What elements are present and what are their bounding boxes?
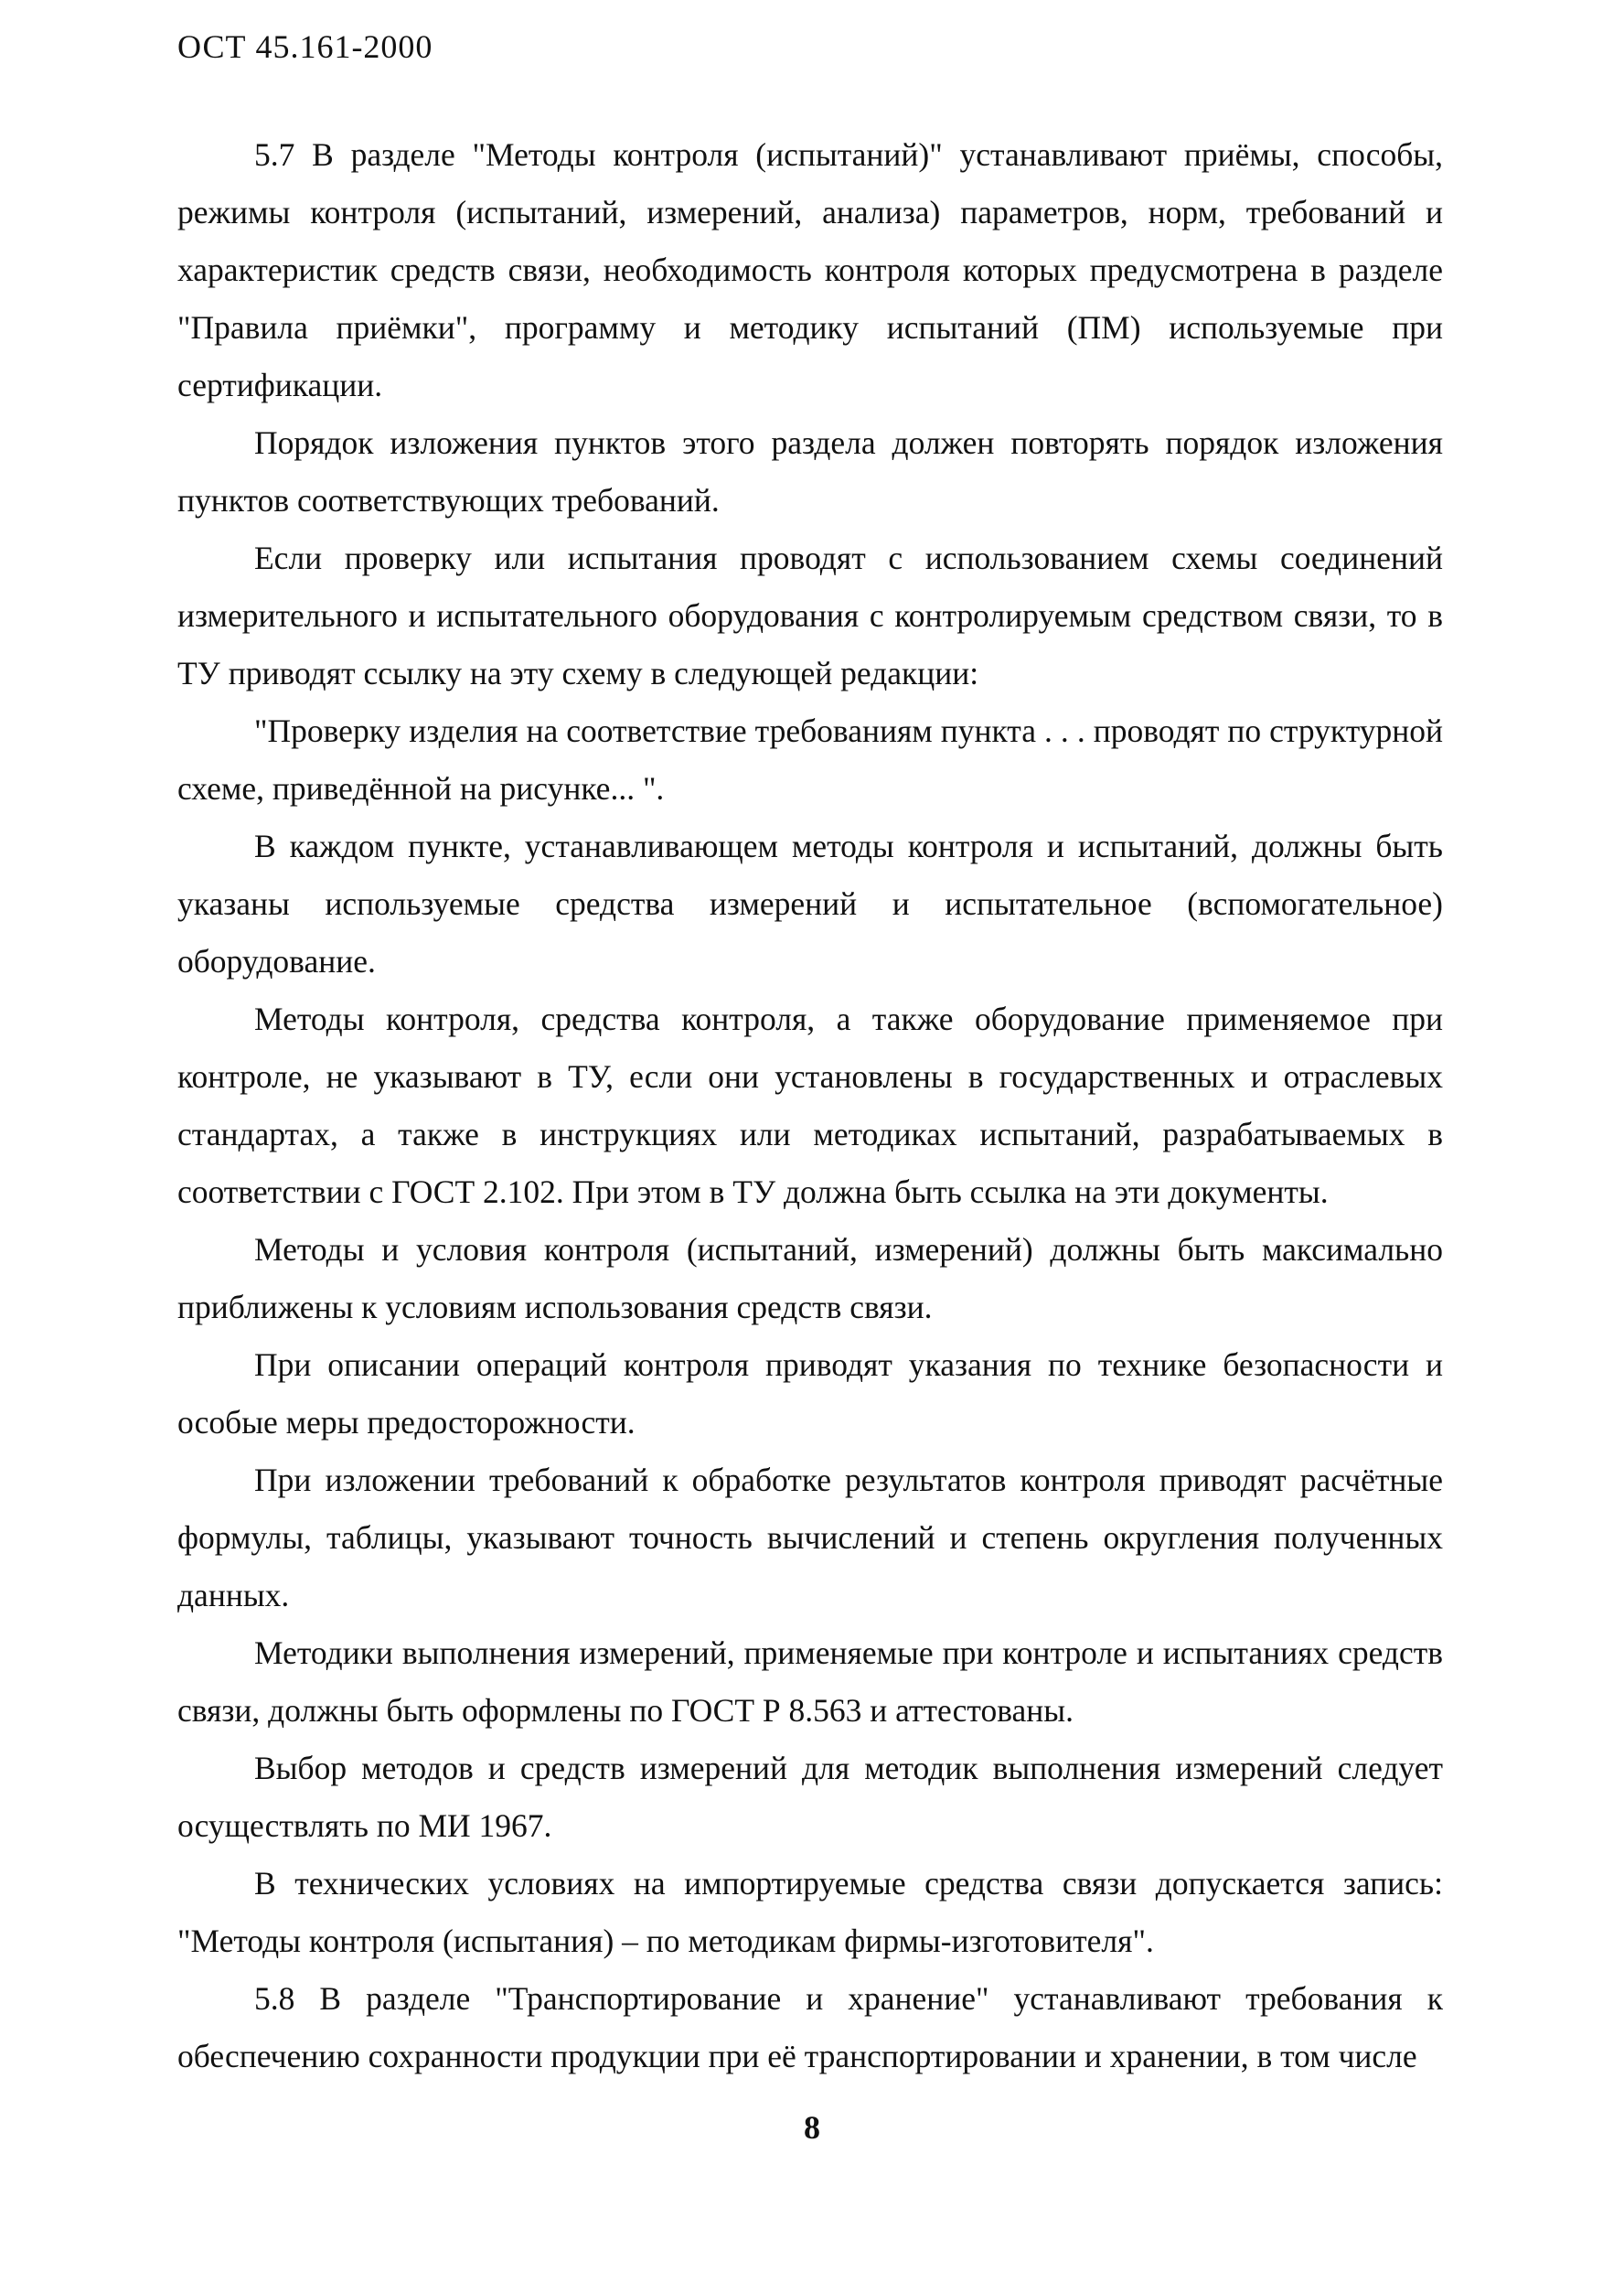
paragraph-result-processing: При изложении требований к обработке результатов контроля приводят расчётные формулы, таблицы, указывают точность вычислений и степень округления полученных данных. (177, 1462, 1443, 1613)
paragraph-order: Порядок изложения пунктов этого раздела должен повторять порядок изложения пунктов соответствующих требований. (177, 424, 1443, 519)
paragraph-measurement-procedures: Методики выполнения измерений, применяемые при контроле и испытаниях средств связи, должны быть оформлены по ГОСТ Р 8.563 и аттестованы. (177, 1634, 1443, 1729)
paragraph-imported-means: В технических условиях на импортируемые средства связи допускается запись: "Методы контроля (испытания) – по методикам фирмы-изготовителя". (177, 1865, 1443, 1959)
paragraph-scheme-reference: Если проверку или испытания проводят с использованием схемы соединений измерительного и испытательного оборудования с контролируемым средством связи, то в ТУ приводят ссылку на эту схему в следующей редакции: (177, 540, 1443, 691)
document-body (177, 126, 1443, 2085)
paragraph-control-conditions: Методы и условия контроля (испытаний, измерений) должны быть максимально приближены к условиям использования средств связи. (177, 1231, 1443, 1325)
paragraph-5-7: 5.7 В разделе "Методы контроля (испытаний)" устанавливают приёмы, способы, режимы контроля (испытаний, измерений, анализа) параметров, норм, требований и характеристик средств связи, необходимость контроля которых предусмотрена в разделе "Правила приёмки", программу и методику испытаний (ПМ) используемые при сертификации. (177, 136, 1443, 403)
paragraph-scheme-quote: "Проверку изделия на соответствие требованиям пункта . . . проводят по структурной схеме, приведённой на рисунке... ". (177, 712, 1443, 807)
paragraph-measurement-means: В каждом пункте, устанавливающем методы контроля и испытаний, должны быть указаны используемые средства измерений и испытательное (вспомогательное) оборудование. (177, 828, 1443, 980)
paragraph-5-8: 5.8 В разделе "Транспортирование и хранение" устанавливают требования к обеспечению сохранности продукции при её транспортировании и хранении, в том числе (177, 1980, 1443, 2074)
paragraph-safety: При описании операций контроля приводят указания по технике безопасности и особые меры предосторожности. (177, 1346, 1443, 1441)
page-number: 8 (804, 2109, 820, 2146)
paragraph-control-methods: Методы контроля, средства контроля, а также оборудование применяемое при контроле, не указывают в ТУ, если они установлены в государственных и отраслевых стандартах, а также в инструкциях или методиках испытаний, разрабатываемых в соответствии с ГОСТ 2.102. При этом в ТУ должна быть ссылка на эти документы. (177, 1001, 1443, 1210)
document-code-header: ОСТ 45.161-2000 (177, 28, 433, 65)
paragraph-method-selection: Выбор методов и средств измерений для методик выполнения измерений следует осуществлять по МИ 1967. (177, 1750, 1443, 1844)
